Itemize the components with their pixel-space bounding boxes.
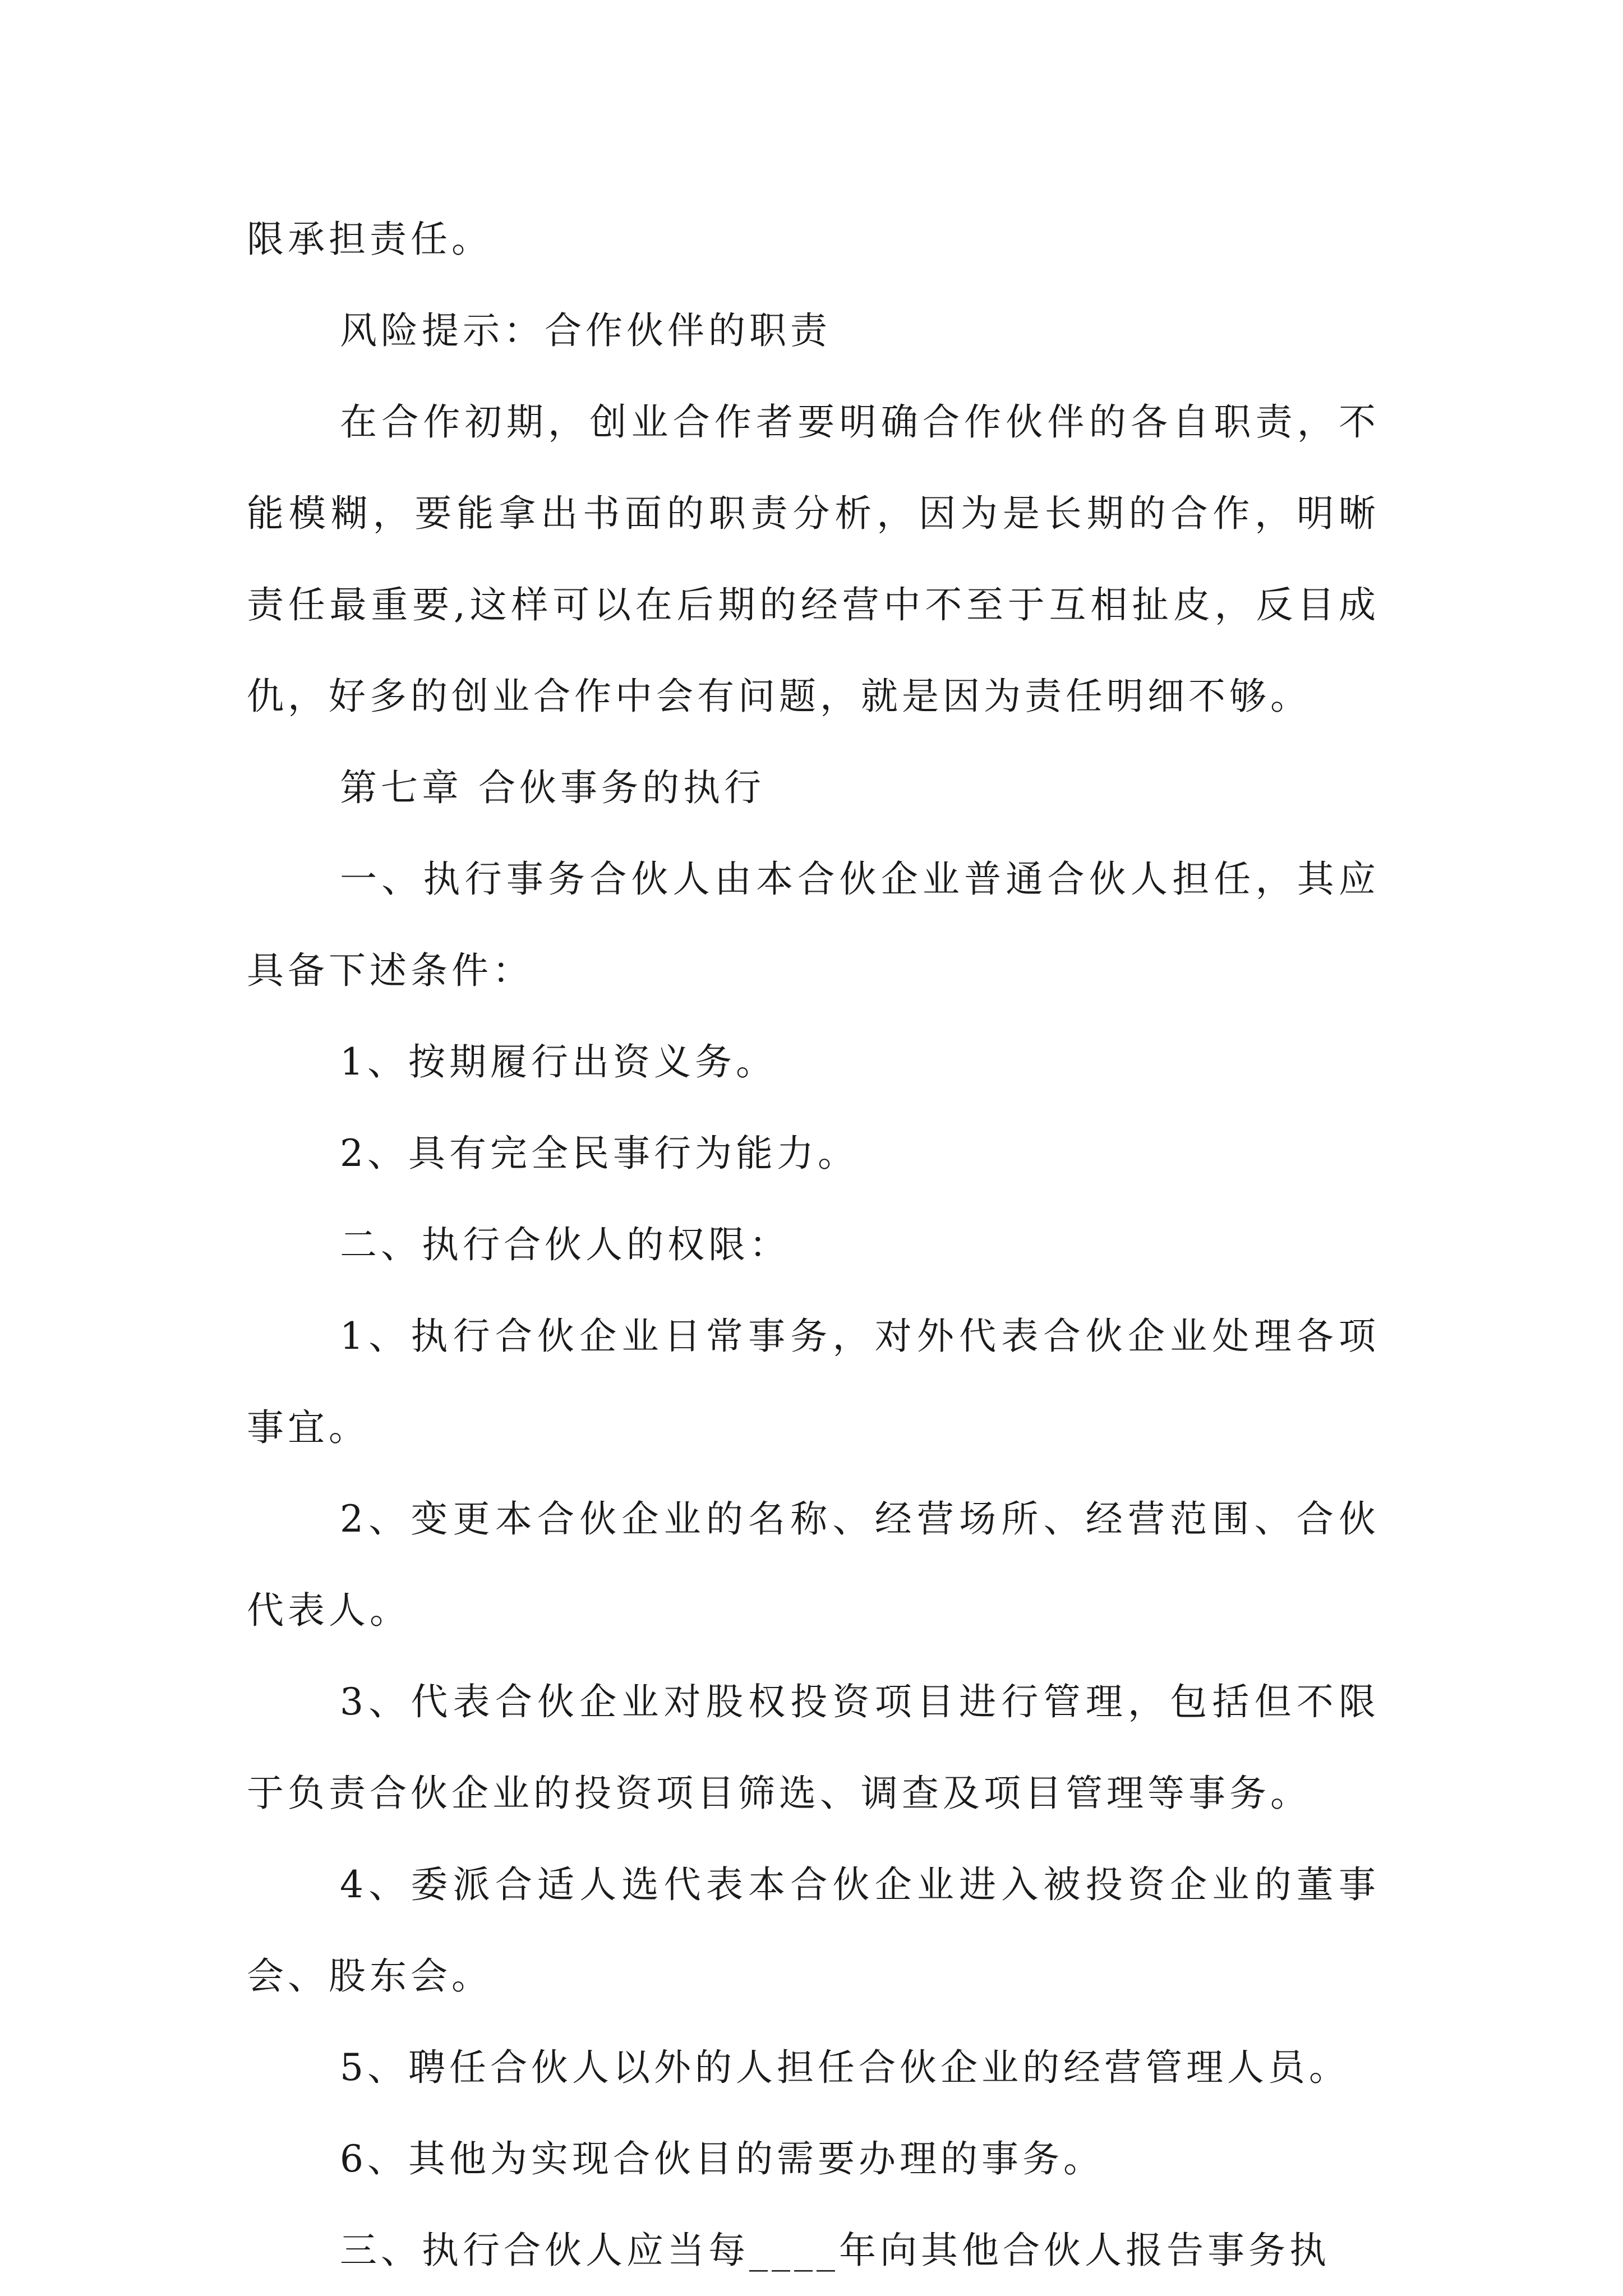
paragraph-authority-6: 6、其他为实现合伙目的需要办理的事务。 <box>340 2137 1104 2180</box>
paragraph-condition-2: 2、具有完全民事行为能力。 <box>340 1132 859 1175</box>
paragraph-risk-heading: 风险提示：合作伙伴的职责 <box>340 309 831 352</box>
paragraph-continuation: 限承担责任。 <box>247 218 492 261</box>
paragraph-authority-5: 5、聘任合伙人以外的人担任合伙企业的经营管理人员。 <box>340 2046 1350 2089</box>
paragraph-risk-body: 在合作初期，创业合作者要明确合作伙伴的各自职责，不能模糊，要能拿出书面的职责分析，因为是长期的合作，明晰责任最重要,这样可以在后期的经营中不至于互相扯皮，反目成仇，好多的创业合作中会有问题，就是因为责任明细不够。 <box>247 400 1380 718</box>
paragraph-authority-1: 1、执行合伙企业日常事务，对外代表合伙企业处理各项事宜。 <box>247 1315 1380 1449</box>
paragraph-authority-3: 3、代表合伙企业对股权投资项目进行管理，包括但不限于负责合伙企业的投资项目筛选、调查及项目管理等事务。 <box>247 1680 1380 1815</box>
document-body <box>247 193 1380 2296</box>
paragraph-clause-1: 一、执行事务合伙人由本合伙企业普通合伙人担任，其应具备下述条件： <box>247 857 1380 992</box>
chapter-heading: 第七章 合伙事务的执行 <box>340 766 765 809</box>
paragraph-clause-3: 三、执行合伙人应当每____年向其他合伙人报告事务执 <box>340 2229 1330 2272</box>
paragraph-clause-2: 二、执行合伙人的权限： <box>340 1223 790 1266</box>
paragraph-condition-1: 1、按期履行出资义务。 <box>340 1040 777 1084</box>
paragraph-authority-4: 4、委派合适人选代表本合伙企业进入被投资企业的董事会、股东会。 <box>247 1863 1380 1998</box>
paragraph-authority-2: 2、变更本合伙企业的名称、经营场所、经营范围、合伙代表人。 <box>247 1497 1380 1632</box>
